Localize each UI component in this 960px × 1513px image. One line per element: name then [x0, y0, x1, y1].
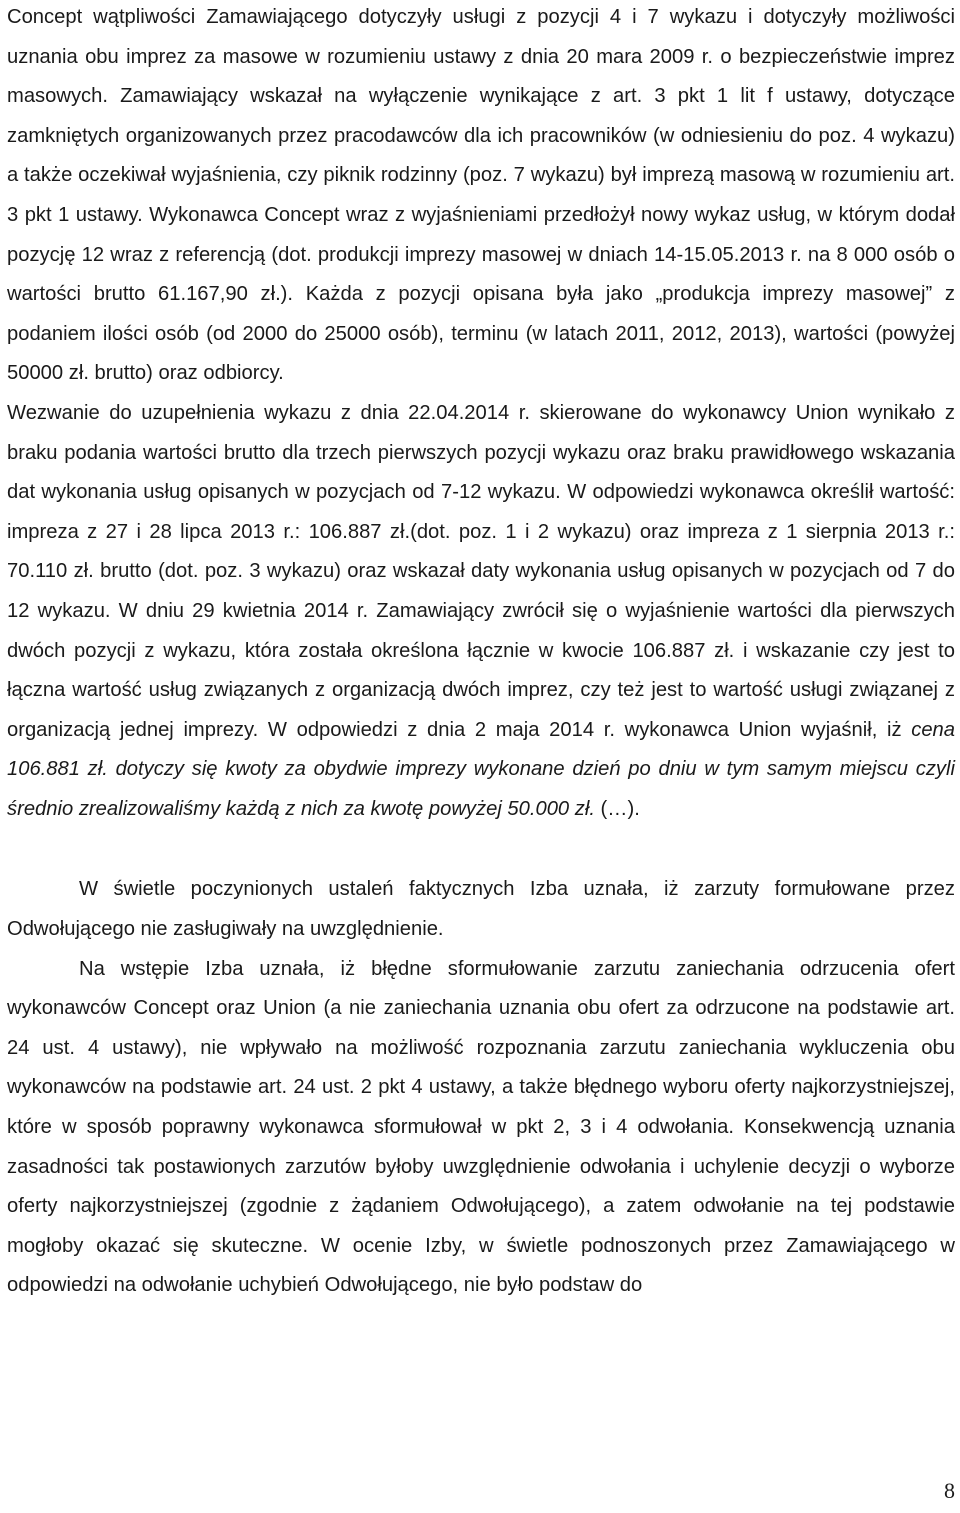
quoted-explanation: cena 106.881 zł. dotyczy się kwoty za obydwie imprezy wykonane dzień po dniu w tym samym miejscu czyli średnio zrealizowaliśmy każdą z nich za kwotę powyżej 50.000 zł.	[7, 718, 955, 820]
paragraph-text: Na wstępie Izba uznała, iż błędne sformułowanie zarzutu zaniechania odrzucenia ofert wykonawców Concept oraz Union (a nie zaniechania uznania obu ofert za odrzucone na podstawie art. 24 ust. 4 ustawy), nie wpływało na możliwość rozpoznania zarzutu zaniechania wykluczenia obu wykonawców na podstawie art. 24 ust. 2 pkt 4 ustawy, a także błędnego wyboru oferty najkorzystniejszej, które w sposób poprawny wykonawca sformułował w pkt 2, 3 i 4 odwołania. Konsekwencją uznania zasadności tak postawionych zarzutów byłoby uwzględnienie odwołania i uchylenie decyzji o wyborze oferty najkorzystniejszej (zgodnie z żądaniem Odwołującego), a zatem odwołanie na tej podstawie mogłoby okazać się skuteczne. W ocenie Izby, w świetle podnoszonych przez Zamawiającego w odpowiedzi na odwołanie uchybień Odwołującego, nie było podstaw do	[7, 957, 955, 1297]
paragraph-chamber-assessment	[7, 950, 955, 1306]
paragraph-chamber-finding	[7, 870, 955, 949]
paragraph-text: W świetle poczynionych ustaleń faktycznych Izba uznała, iż zarzuty formułowane przez Odwołującego nie zasługiwały na uwzględnienie.	[7, 878, 955, 941]
paragraph-gap	[7, 829, 955, 870]
paragraph-tail: (…).	[594, 797, 640, 820]
paragraph-text: Concept wątpliwości Zamawiającego dotyczyły usługi z pozycji 4 i 7 wykazu i dotyczyły możliwości uznania obu imprez za masowe w rozumieniu ustawy z dnia 20 mara 2009 r. o bezpieczeństwie imprez masowych. Zamawiający wskazał na wyłączenie wynikające z art. 3 pkt 1 lit f ustawy, dotyczące zamkniętych organizowanych przez pracodawców dla ich pracowników (w odniesieniu do poz. 4 wykazu) a także oczekiwał wyjaśnienia, czy piknik rodzinny (poz. 7 wykazu) był imprezą masową w rozumieniu art. 3 pkt 1 ustawy. Wykonawca Concept wraz z wyjaśnieniami przedłożył nowy wykaz usług, w którym dodał pozycję 12 wraz z referencją (dot. produkcji imprezy masowej w dniach 14-15.05.2013 r. na 8 000 osób o wartości brutto 61.167,90 zł.). Każda z pozycji opisana była jako „produkcja imprezy masowej” z podaniem ilości osób (od 2000 do 25000 osób), terminu (w latach 2011, 2012, 2013), wartości (powyżej 50000 zł. brutto) oraz odbiorcy.	[7, 6, 955, 385]
page-number: 8	[944, 1478, 955, 1503]
paragraph-text: Wezwanie do uzupełnienia wykazu z dnia 22.04.2014 r. skierowane do wykonawcy Union wynikało z braku podania wartości brutto dla trzech pierwszych pozycji wykazu oraz braku prawidłowego wskazania dat wykonania usług opisanych w pozycjach od 7-12 wykazu. W odpowiedzi wykonawca określił wartość: impreza z 27 i 28 lipca 2013 r.: 106.887 zł.(dot. poz. 1 i 2 wykazu) oraz impreza z 1 sierpnia 2013 r.: 70.110 zł. brutto (dot. poz. 3 wykazu) oraz wskazał daty wykonania usług opisanych w pozycjach od 7 do 12 wykazu. W dniu 29 kwietnia 2014 r. Zamawiający zwrócił się o wyjaśnienie wartości dla pierwszych dwóch pozycji z wykazu, która została określona łącznie w kwocie 106.887 zł. i wskazanie czy jest to łączna wartość usług związanych z organizacją dwóch imprez, czy też jest to wartość usługi związanej z organizacją jednej imprezy. W odpowiedzi z dnia 2 maja 2014 r. wykonawca Union wyjaśnił, iż	[7, 401, 955, 741]
document-page	[7, 0, 955, 1306]
paragraph-union-summons	[7, 394, 955, 830]
paragraph-concept-explanations	[7, 0, 955, 394]
